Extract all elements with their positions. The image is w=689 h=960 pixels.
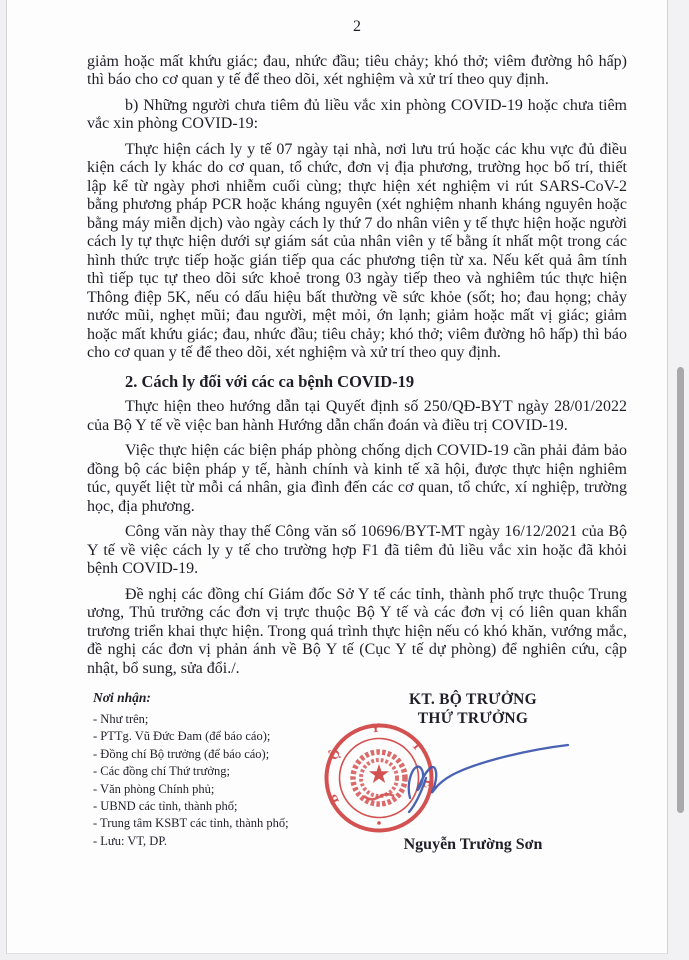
signer-name: Nguyễn Trường Sơn [403,836,543,853]
section-2-heading: 2. Cách ly đối với các ca bệnh COVID-19 [125,371,415,391]
paragraph-continuation: giảm hoặc mất khứu giác; đau, nhức đầu; tiêu chảy; khó thở; viêm đường hô hấp) thì báo cho cơ quan y tế để theo dõi, xét nghiệm và xử trí theo quy định. [87,52,627,88]
stamp-letter: Y [370,719,381,736]
recipient-item: - PTTg. Vũ Đức Đam (để báo cáo); [93,729,271,744]
paragraph-s2-4: Đề nghị các đồng chí Giám đốc Sở Y tế các tỉnh, thành phố trực thuộc Trung ương, Thủ trưởng các đơn vị trực thuộc Bộ Y tế và các đơn vị có liên quan khẩn trương triển khai thực hiện. Trong quá trình thực hiện nếu có khó khăn, vướng mắc, đề nghị các đơn vị phản ánh về Bộ Y tế (Cục Y tế dự phòng) để nghiên cứu, cập nhật, bổ sung, sửa đổi./. [87,585,627,677]
paragraph-s2-2: Việc thực hiện các biện pháp phòng chống dịch COVID-19 cần phải đảm bảo đồng bộ các biện pháp y tế, hành chính và kinh tế xã hội, được thực hiện nghiêm túc, quyết liệt từ mỗi cá nhân, gia đình đến các cơ quan, tổ chức, xí nghiệp, trường học, địa phương. [87,442,627,515]
signer-authority: KT. BỘ TRƯỞNG [408,691,538,708]
document-body [87,14,627,685]
paragraph-s2-3: Công văn này thay thế Công văn số 10696/BYT-MT ngày 16/12/2021 của Bộ Y tế về việc cách ly y tế cho trường hợp F1 đã tiêm đủ liều vắc xin hoặc đã khỏi bệnh COVID-19. [87,523,627,577]
stamp-letter: Ế [421,778,438,790]
stamp-star-icon [369,764,389,783]
recipient-item: - Các đồng chí Thứ trưởng; [93,764,230,779]
recipients-header: Nơi nhận: [93,690,151,705]
stamp-letter: Ộ [325,746,344,763]
scrollbar-thumb[interactable] [677,367,684,813]
page-number: 2 [353,18,361,35]
recipient-item: - Lưu: VT, DP. [93,833,168,848]
recipient-item: - Trung tâm KSBT các tỉnh, thành phố; [93,816,289,831]
recipient-item: - Văn phòng Chính phủ; [93,781,215,796]
stamp-letter: T [409,737,427,754]
document-page [6,0,668,954]
recipient-item: - UBND các tỉnh, thành phố; [93,799,238,814]
signer-role: THỨ TRƯỞNG [417,710,529,727]
recipient-item: - Như trên; [93,712,149,726]
handwritten-signature [396,732,582,822]
paragraph-b-body: Thực hiện cách ly y tế 07 ngày tại nhà, nơi lưu trú hoặc các khu vực đủ điều kiện cách ly khác do cơ quan, tổ chức, đơn vị địa phương, trường học bố trí, thiết lập kể từ ngày phơi nhiễm cuối cùng; thực hiện xét nghiệm vi rút SARS-CoV-2 bằng phương pháp PCR hoặc kháng nguyên (xét nghiệm nhanh kháng nguyên hoặc bằng máy miễn dịch) vào ngày cách ly thứ 7 do nhân viên y tế thực hiện hoặc người cách ly tự thực hiện dưới sự giám sát của nhân viên y tế bằng ít nhất một trong các hình thức trực tiếp hoặc gián tiếp qua các phương tiện từ xa. Nếu kết quả âm tính thì tiếp tục tự theo dõi sức khoẻ trong 03 ngày tiếp theo và nghiêm túc thực hiện Thông điệp 5K, nếu có dấu hiệu bất thường về sức khỏe (sốt; ho; đau họng; chảy nước mũi, nghẹt mũi; đau người, mệt mỏi, ớn lạnh; giảm hoặc mất vị giác; giảm hoặc mất khứu giác; đau, nhức đầu; tiêu chảy; khó thở; viêm đường hô hấp) thì báo cho cơ quan y tế để theo dõi, xét nghiệm và xử trí theo quy định. [87,140,627,361]
stamp-letter: B [324,792,342,807]
paragraph-s2-1: Thực hiện theo hướng dẫn tại Quyết định số 250/QĐ-BYT ngày 28/01/2022 của Bộ Y tế về việc ban hành Hướng dẫn chẩn đoán và điều trị COVID-19. [87,398,627,434]
paragraph-b-lead: b) Những người chưa tiêm đủ liều vắc xin phòng COVID-19 hoặc chưa tiêm vắc xin phòng COVID-19: [87,96,627,132]
recipients-block [93,690,343,850]
recipient-item: - Đồng chí Bộ trưởng (để báo cáo); [93,746,270,761]
